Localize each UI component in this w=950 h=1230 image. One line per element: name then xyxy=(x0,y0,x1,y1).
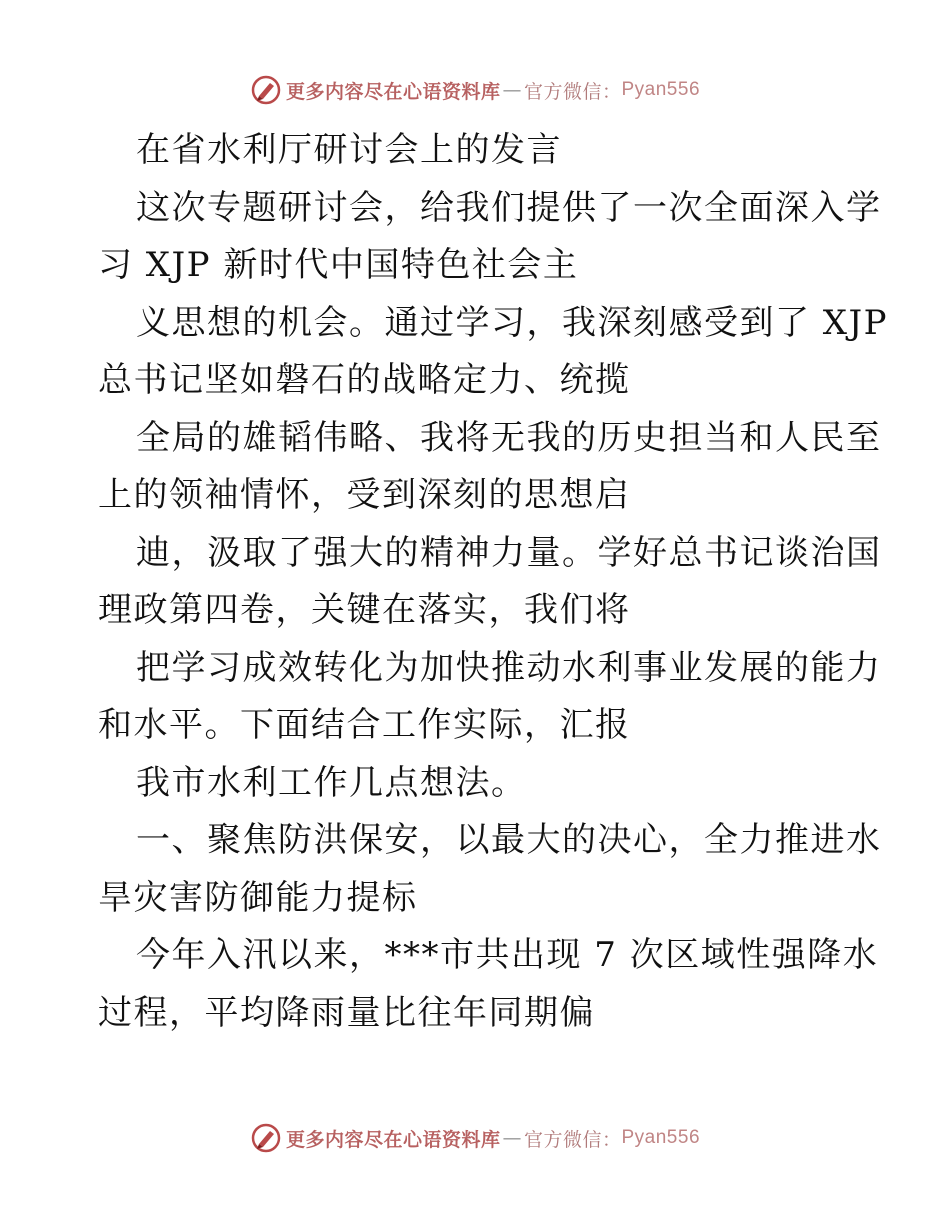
watermark-dash: — xyxy=(502,79,522,101)
watermark-wechat-id: Pyan556 xyxy=(621,1127,701,1148)
watermark-text: 更多内容尽在心语资料库 xyxy=(285,1128,501,1151)
watermark-text: 更多内容尽在心语资料库 xyxy=(285,80,501,103)
footer-watermark xyxy=(0,1118,950,1158)
text-line: 和水平。下面结合工作实际，汇报 xyxy=(98,705,631,745)
pen-logo-icon xyxy=(250,1122,282,1154)
text-line: 旱灾害防御能力提标 xyxy=(98,877,418,918)
text-line: 在省水利厅研讨会上的发言 xyxy=(136,130,562,170)
text-line: 今年入汛以来，***市共出现 7 次区域性强降水 xyxy=(136,935,879,975)
text-line: 习 XJP 新时代中国特色社会主 xyxy=(98,245,579,285)
text-line: 我市水利工作几点想法。 xyxy=(136,762,527,803)
header-watermark xyxy=(0,70,950,110)
text-line: 义思想的机会。通过学习，我深刻感受到了 XJP xyxy=(136,302,889,343)
text-line: 总书记坚如磐石的战略定力、统揽 xyxy=(98,360,631,400)
text-line: 把学习成效转化为加快推动水利事业发展的能力 xyxy=(136,647,882,688)
watermark-wechat-label: 官方微信： xyxy=(523,1128,622,1151)
document-body xyxy=(98,122,889,1042)
text-line: 迪，汲取了强大的精神力量。学好总书记谈治国 xyxy=(136,532,882,573)
text-line: 全局的雄韬伟略、我将无我的历史担当和人民至 xyxy=(136,417,882,458)
watermark-wechat-id: Pyan556 xyxy=(621,79,701,100)
text-line: 理政第四卷，关键在落实，我们将 xyxy=(98,590,631,630)
pen-logo-icon xyxy=(250,74,282,106)
text-line: 上的领袖情怀，受到深刻的思想启 xyxy=(98,475,631,515)
text-line: 一、聚焦防洪保安，以最大的决心，全力推进水 xyxy=(136,820,882,860)
text-line: 过程，平均降雨量比往年同期偏 xyxy=(98,992,595,1033)
watermark-dash: — xyxy=(502,1127,522,1149)
text-line: 这次专题研讨会，给我们提供了一次全面深入学 xyxy=(136,187,882,228)
watermark-wechat-label: 官方微信： xyxy=(523,80,622,103)
